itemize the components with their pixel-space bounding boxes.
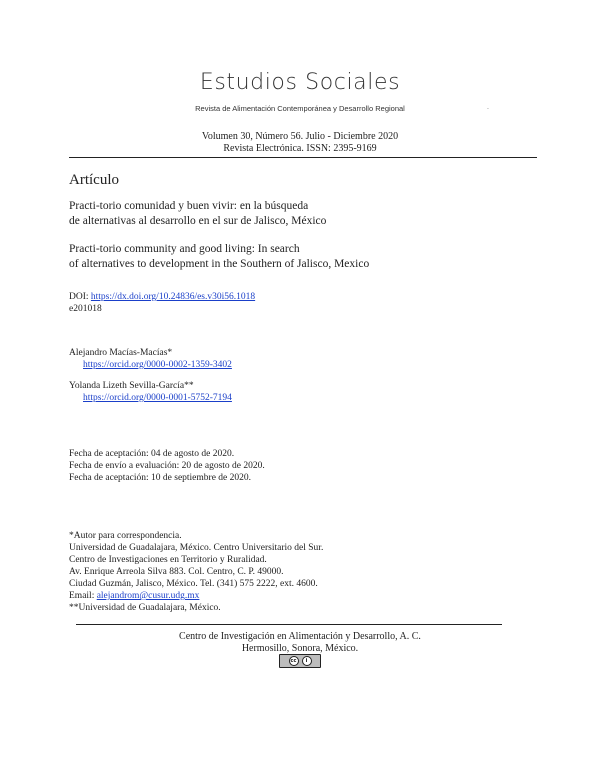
doi-label: DOI: [69, 292, 91, 302]
orcid-link[interactable]: https://orcid.org/0000-0002-1359-3402 [83, 360, 232, 370]
section-heading: Artículo [69, 172, 119, 188]
journal-title: Estudios Sociales [199, 70, 401, 95]
correspondence-line: Ciudad Guzmán, Jalisco, México. Tel. (341) 575 2222, ext. 4600. [69, 579, 318, 589]
elocator-id: e201018 [69, 304, 102, 314]
second-affiliation: **Universidad de Guadalajara, México. [69, 603, 221, 613]
correspondence-line: *Autor para correspondencia. [69, 531, 182, 541]
journal-subtitle: Revista de Alimentación Contemporánea y Desarrollo Regional [195, 104, 405, 113]
correspondence-line: Universidad de Guadalajara, México. Centro Universitario del Sur. [69, 543, 324, 553]
date-line: Fecha de aceptación: 04 de agosto de 2020. [69, 449, 235, 459]
title-spanish-line: Practi-torio comunidad y buen vivir: en la búsqueda [69, 200, 309, 212]
correspondence-line: Av. Enrique Arreola Silva 883. Col. Centro, C. P. 49000. [69, 567, 284, 577]
date-line: Fecha de aceptación: 10 de septiembre de 2020. [69, 473, 252, 483]
attribution-icon: i [302, 656, 312, 666]
subtitle-dot: . [487, 104, 489, 111]
email-link[interactable]: alejandrom@cusur.udg.mx [96, 591, 200, 601]
header-divider [69, 157, 537, 158]
title-spanish-line: de alternativas al desarrollo en el sur de Jalisco, México [69, 215, 327, 227]
title-spanish [69, 199, 326, 229]
doi-block [69, 291, 255, 315]
issn-info: Revista Electrónica. ISSN: 2395-9169 [223, 143, 377, 154]
doi-link[interactable]: https://dx.doi.org/10.24836/es.v30i56.1018 [90, 292, 256, 302]
issue-info: Volumen 30, Número 56. Julio - Diciembre 2020 [201, 131, 399, 142]
orcid-link[interactable]: https://orcid.org/0000-0001-5752-7194 [83, 393, 232, 403]
footer-location: Hermosillo, Sonora, México. [241, 643, 359, 654]
cc-icon: cc [289, 656, 299, 666]
title-english [69, 242, 369, 272]
footer-divider [76, 624, 502, 625]
email-label: Email: [69, 591, 97, 601]
date-line: Fecha de envío a evaluación: 20 de agosto de 2020. [69, 461, 265, 471]
footer-institution: Centro de Investigación en Alimentación y Desarrollo, A. C. [179, 631, 421, 642]
author-name: Yolanda Lizeth Sevilla-García** [69, 381, 194, 391]
author-2 [69, 380, 232, 404]
creative-commons-license-badge[interactable] [279, 654, 321, 668]
dates-block [69, 448, 265, 484]
correspondence-line: Centro de Investigaciones en Territorio y Ruralidad. [69, 555, 267, 565]
correspondence-block [69, 530, 323, 614]
title-english-line: Practi-torio community and good living: In search [69, 243, 300, 255]
author-name: Alejandro Macías-Macías* [69, 348, 173, 358]
author-1 [69, 347, 232, 371]
title-english-line: of alternatives to development in the Southern of Jalisco, Mexico [69, 258, 370, 270]
